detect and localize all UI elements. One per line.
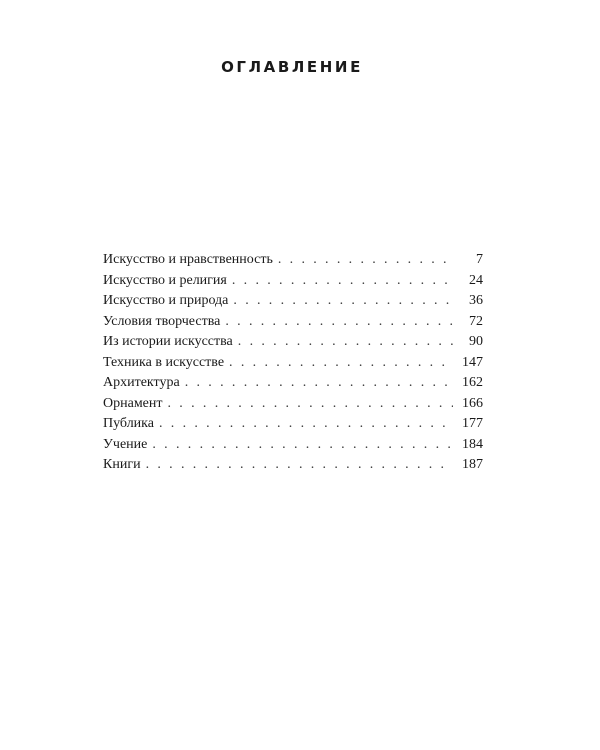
page-title: ОГЛАВЛЕНИЕ bbox=[221, 58, 363, 76]
dot-leader bbox=[185, 373, 453, 394]
toc-entry-page: 90 bbox=[469, 334, 483, 349]
dot-leader bbox=[152, 435, 453, 456]
toc-entry[interactable] bbox=[103, 394, 483, 415]
toc-entry-title: Архитектура bbox=[103, 375, 180, 390]
toc-entry[interactable] bbox=[103, 455, 483, 476]
dot-leader bbox=[225, 312, 453, 333]
dot-leader bbox=[168, 394, 454, 415]
toc-entry[interactable] bbox=[103, 332, 483, 353]
toc-entry[interactable] bbox=[103, 291, 483, 312]
toc-entry-page: 187 bbox=[462, 457, 483, 472]
toc-entry[interactable] bbox=[103, 414, 483, 435]
toc-entry-title: Орнамент bbox=[103, 395, 163, 411]
dot-leader bbox=[232, 271, 453, 292]
toc-entry[interactable] bbox=[103, 312, 483, 333]
toc-entry-page: 162 bbox=[462, 375, 483, 390]
toc-entry-page: 72 bbox=[469, 313, 483, 329]
dot-leader bbox=[229, 353, 453, 374]
toc-entry-title: Техника в искусстве bbox=[103, 354, 225, 370]
toc-entry[interactable] bbox=[103, 353, 483, 374]
toc-entry-title: Условия творчества bbox=[103, 313, 221, 329]
toc-entry-page: 147 bbox=[462, 354, 483, 370]
dot-leader bbox=[238, 332, 453, 353]
toc-entry[interactable] bbox=[103, 435, 483, 456]
toc-entry-title: Книги bbox=[103, 457, 141, 472]
toc-entry-title: Из истории искусства bbox=[103, 334, 233, 349]
toc-entry-page: 7 bbox=[476, 252, 483, 267]
table-of-contents bbox=[103, 250, 483, 476]
toc-entry-title: Учение bbox=[103, 436, 148, 452]
toc-entry-page: 36 bbox=[469, 293, 483, 308]
toc-entry[interactable] bbox=[103, 271, 483, 292]
dot-leader bbox=[233, 291, 453, 312]
toc-entry[interactable] bbox=[103, 250, 483, 271]
toc-entry-page: 184 bbox=[462, 436, 483, 452]
dot-leader bbox=[278, 250, 453, 271]
toc-entry-title: Искусство и религия bbox=[103, 272, 227, 288]
toc-entry[interactable] bbox=[103, 373, 483, 394]
toc-entry-title: Искусство и нравственность bbox=[103, 252, 273, 267]
dot-leader bbox=[146, 455, 453, 476]
toc-entry-title: Публика bbox=[103, 416, 154, 431]
dot-leader bbox=[159, 414, 453, 435]
toc-entry-page: 24 bbox=[469, 272, 483, 288]
toc-entry-title: Искусство и природа bbox=[103, 293, 229, 308]
toc-entry-page: 177 bbox=[462, 416, 483, 431]
toc-entry-page: 166 bbox=[462, 395, 483, 411]
